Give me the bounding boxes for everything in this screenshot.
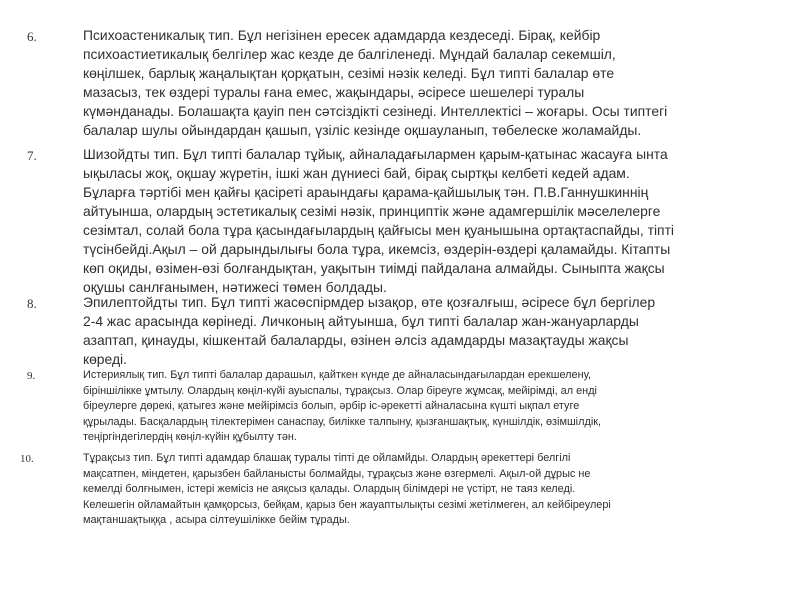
list-number: 9. [27,370,36,382]
list-item-text: Истериялық тип. Бұл типті балалар дарашыл, қайткен күнде де айналасындағылардан ерекшелену, біріншілікке ұмтылу. Олардың көңіл-күйі ауыспалы, тұрақсыз. Олар біреуге жұмсақ, мейірімді, ал енді біреулерге дөрекі, қатыгез және мейірімсіз болып, әрбір іс-әрекетті айналасына күшті ықпал етуге құрылады. Басқалардың тілектерімен санаспау, билікке талпыну, қызғаншақтық, күншілдік, өзімшілдік, теңіргіндегілердің көңіл-күйін құбылту тән. [83,369,602,443]
list-number: 7. [27,148,37,163]
list-number: 8. [27,296,37,311]
list-number: 6. [27,29,37,44]
list-item-text: Тұрақсыз тип. Бұл типті адамдар блашақ туралы тіпті де ойламйды. Олардың әрекеттері белгілі мақсатпен, міндетен, қарызбен байланысты болмайды, тұрақсыз және өзгермелі. Ақыл-ой дұрыс не кемелді болғнымен, істері жемісіз не аяқсыз қалады. Олардың білімдері не үстірт, не таяз келеді. Келешегін ойламайтын қамқорсыз, бейқам, қарыз бен жауаптылықты сезімі жетілмеген, ал кейбіреулері мақтаншақтыққа , асыра сілтеушілікке бейім тұрады. [83,452,611,526]
list-item-text: Шизойдты тип. Бұл типті балалар тұйық, айналадағылармен қарым-қатынас жасауға ынта ықыласы жоқ, оқшау жүретін, ішкі жан дүниесі бай, бірақ сыртқы келбеті кедей адам. Бұларға тәртібі мен қайғы қасіреті араындағы қарама-қайшылық тән. П.В.Ганнушкиннің айтуынша, олардың эстетикалық сезімі нәзік, принциптік және адамгершілік мәселелерге сезімтал, солай бола тұра қасындағылардың қайғысы мен қуанышына ортақтаспайды, тіпті түсінбейді.Ақыл – ой дарындылығы бола тұра, икемсіз, өздерін-өздері қаламайды. Кітапты көп оқиды, өзімен-өзі болғандықтан, уақытын тиімді пайдалана алмайды. Сыныпта жақсы оқушы санлғанымен, нәтижесі төмен болдады. [83,146,675,295]
list-number: 10. [20,453,34,465]
list-item-text: Эпилептойдты тип. Бұл типті жасөспірмдер ызақор, өте қозғалғыш, әсіресе бұл бергілер 2-4 жас арасында көрінеді. Личконың айтуынша, бұл типті балалар жан-жануарларды азаптап, қинауды, кішкентай балаларды, өзінен әлсіз адамдарды мазақтауды жақсы көреді. [83,294,656,367]
list-item-text: Психоастеникалық тип. Бұл негізінен ересек адамдарда кездеседі. Бірақ, кейбір психоастиетикалық белгілер жас кезде де балгіленеді. Мұндай балалар секемшіл, көңілшек, барлық жаңалықтан қорқатын, сезімі нәзік келеді. Бұл типті балалар өте мазасыз, тек өздері туралы ғана емес, жақындары, әсіресе шешелері туралы күмәнданады. Болашақта қауіп пен сәтсіздікті сезінеді. Интеллектісі – жоғары. Осы типтегі балалар шулы ойындардан қашып, үзіліс кезінде оқшауланып, төбелеске жоламайды. [83,27,668,138]
